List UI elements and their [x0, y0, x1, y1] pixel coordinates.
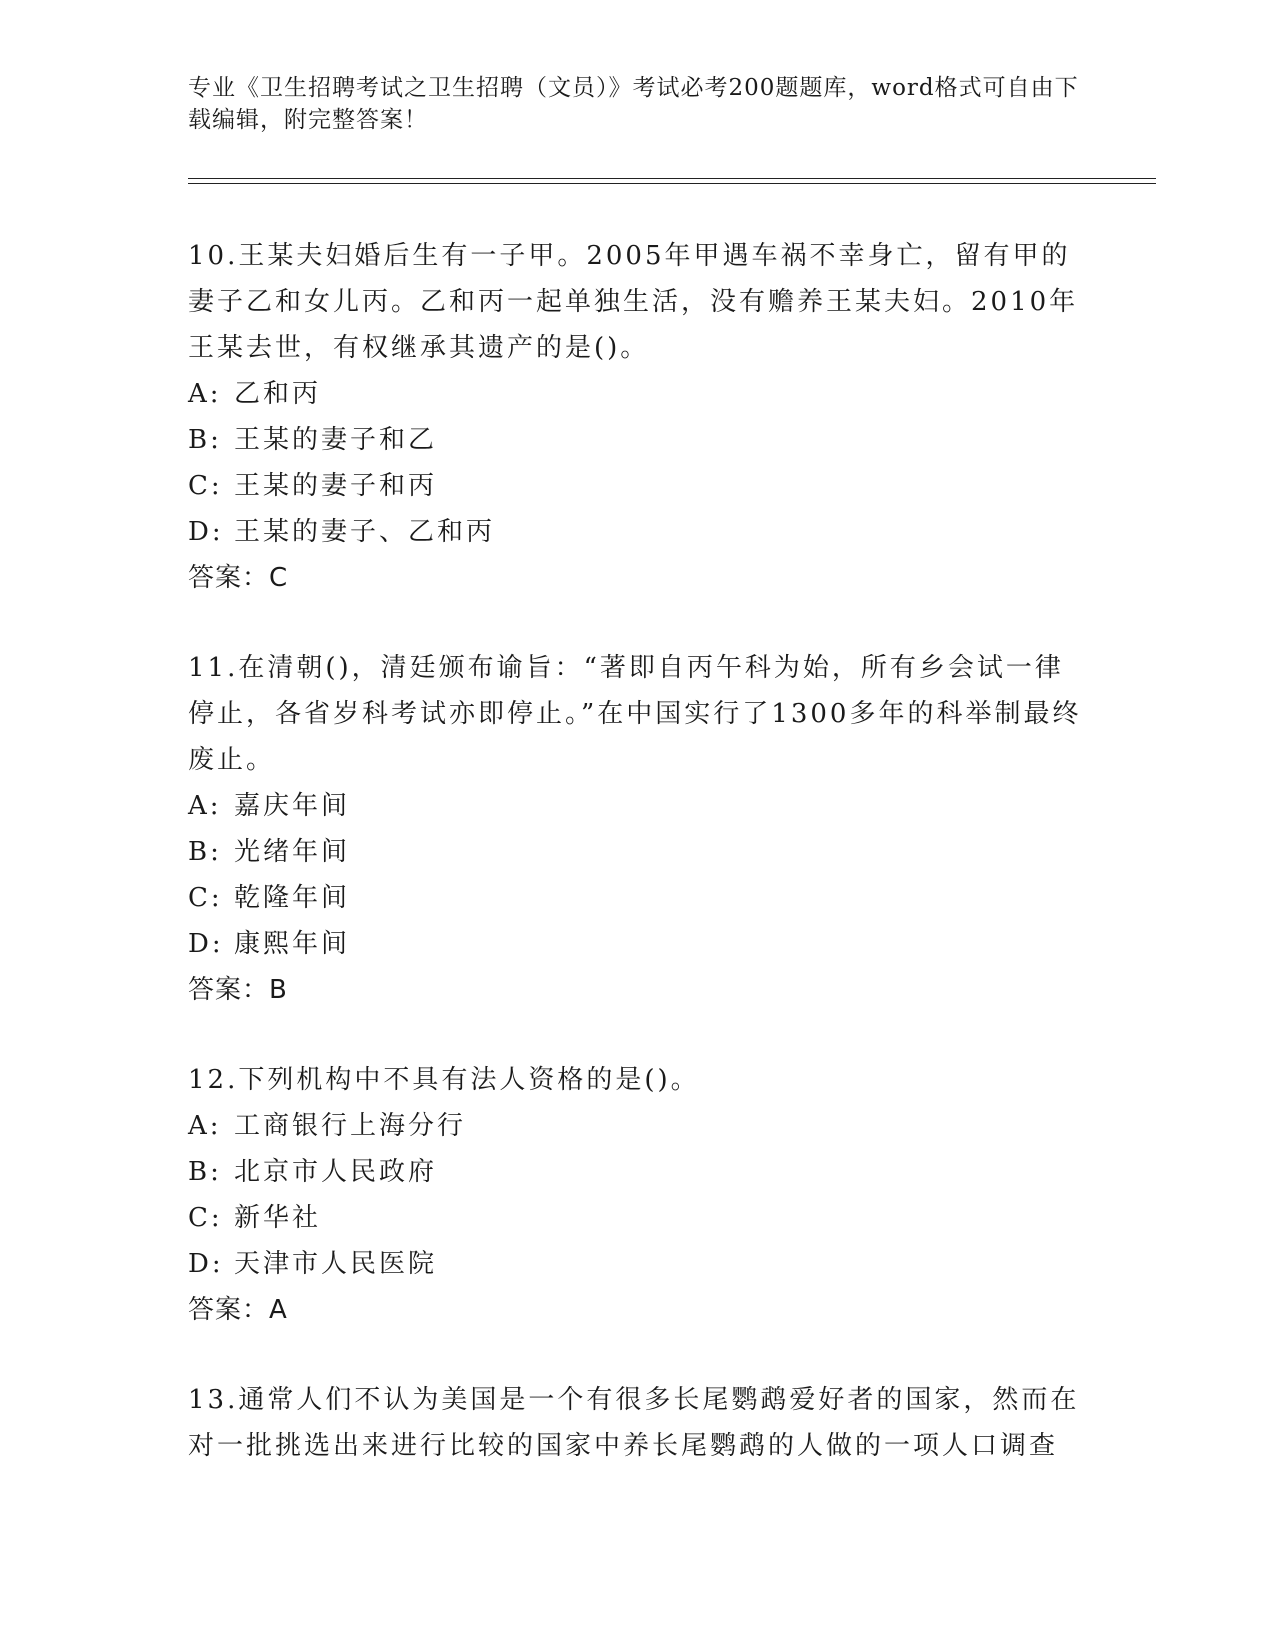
option-text: 乙和丙	[234, 379, 322, 409]
option-text: 嘉庆年间	[234, 791, 351, 821]
option-letter: A:	[188, 379, 222, 409]
option-text: 天津市人民医院	[234, 1249, 438, 1279]
question-stem: 11.在清朝()，清廷颁布谕旨：“著即自丙午科为始，所有乡会试一律停止，各省岁科考试亦即停止。”在中国实行了1300多年的科举制最终废止。	[188, 653, 1082, 775]
option-b	[188, 417, 1088, 463]
question-12	[188, 1057, 1088, 1333]
option-letter: D:	[188, 929, 224, 959]
option-c	[188, 1195, 1088, 1241]
option-text: 王某的妻子和乙	[234, 425, 438, 455]
option-text: 康熙年间	[234, 929, 351, 959]
option-letter: B:	[188, 837, 222, 867]
document-header: 专业《卫生招聘考试之卫生招聘（文员）》考试必考200题题库，word格式可自由下载编辑，附完整答案！	[188, 75, 1079, 133]
option-text: 新华社	[234, 1203, 322, 1233]
option-letter: D:	[188, 517, 224, 547]
option-letter: B:	[188, 1157, 222, 1187]
option-d	[188, 509, 1088, 555]
option-letter: B:	[188, 425, 222, 455]
answer-line: 答案：C	[188, 563, 289, 593]
option-letter: D:	[188, 1249, 224, 1279]
header-divider-bottom	[188, 183, 1156, 184]
option-letter: C:	[188, 471, 223, 501]
option-letter: C:	[188, 883, 223, 913]
option-letter: A:	[188, 1111, 222, 1141]
question-10	[188, 233, 1088, 601]
answer-line: 答案：A	[188, 1295, 288, 1325]
option-b	[188, 829, 1088, 875]
option-a	[188, 783, 1088, 829]
option-d	[188, 1241, 1088, 1287]
option-text: 乾隆年间	[234, 883, 351, 913]
option-a	[188, 1103, 1088, 1149]
option-text: 工商银行上海分行	[234, 1111, 467, 1141]
question-stem: 13.通常人们不认为美国是一个有很多长尾鹦鹉爱好者的国家，然而在对一批挑选出来进行比较的国家中养长尾鹦鹉的人做的一项人口调查	[188, 1385, 1080, 1461]
option-text: 光绪年间	[234, 837, 351, 867]
header-divider-top	[188, 178, 1156, 179]
answer-line: 答案：B	[188, 975, 288, 1005]
option-b	[188, 1149, 1088, 1195]
option-letter: A:	[188, 791, 222, 821]
option-letter: C:	[188, 1203, 223, 1233]
option-text: 北京市人民政府	[234, 1157, 438, 1187]
option-c	[188, 875, 1088, 921]
question-11	[188, 645, 1088, 1013]
option-a	[188, 371, 1088, 417]
option-c	[188, 463, 1088, 509]
option-d	[188, 921, 1088, 967]
question-stem: 12.下列机构中不具有法人资格的是()。	[188, 1065, 700, 1095]
option-text: 王某的妻子和丙	[234, 471, 438, 501]
question-stem: 10.王某夫妇婚后生有一子甲。2005年甲遇车祸不幸身亡，留有甲的妻子乙和女儿丙。乙和丙一起单独生活，没有赡养王某夫妇。2010年王某去世，有权继承其遗产的是()。	[188, 241, 1079, 363]
option-text: 王某的妻子、乙和丙	[234, 517, 496, 547]
question-13	[188, 1377, 1088, 1469]
